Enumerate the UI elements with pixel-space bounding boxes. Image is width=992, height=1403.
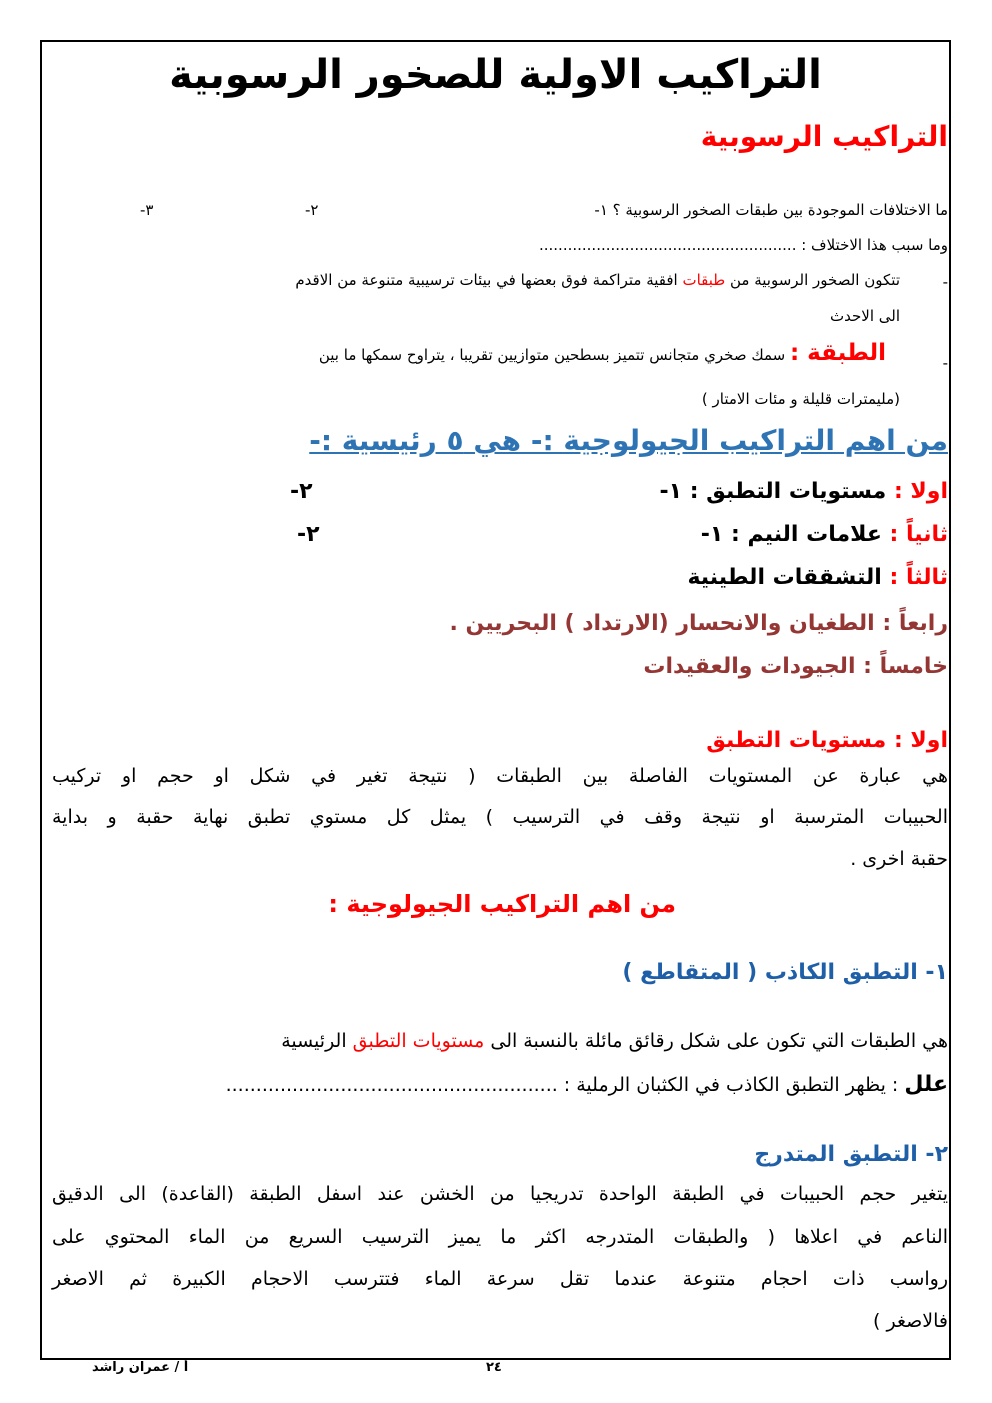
question-num-2: ٢-: [305, 201, 319, 219]
structure-item-4: رابعاً : الطغيان والانحسار (الارتداد ) البحريين .: [449, 611, 948, 636]
page-number: ٢٤: [486, 1360, 502, 1375]
bullet-2: -: [942, 354, 948, 372]
structure-item-1: اولا : مستويات التطبق : ١-: [659, 479, 948, 504]
structure-item-1-num2: ٢-: [290, 479, 313, 504]
structures-heading-2: من اهم التراكيب الجيولوجية :: [328, 890, 676, 918]
layer-definition-line2: (مليمترات قليلة و مئات الامتار ): [701, 390, 900, 408]
bedding-text-line3: حقبة اخرى .: [850, 848, 948, 870]
reason-label: علل: [904, 1072, 948, 1097]
layer-definition: الطبقة : سمك صخري متجانس تتميز بسطحين متوازيين تقريبا ، يتراوح سمكها ما بين: [318, 340, 886, 366]
graded-text-line2: الناعم في اعلاها ( والطبقات المتدرجه اكثر ما يميز الترسيب السريع من الماء المحتوي على: [52, 1226, 948, 1248]
structure-item-2-num2: ٢-: [297, 522, 320, 547]
structures-heading: من اهم التراكيب الجيولوجية :- هي ٥ رئيسية :-: [309, 424, 948, 457]
bedding-heading: اولا : مستويات التطبق: [706, 728, 948, 753]
structure-item-3: ثالثاً : التشققات الطينية: [687, 565, 948, 590]
structure-item-2: ثانياً : علامات النيم : ١-: [700, 522, 948, 547]
graded-text-line1: يتغير حجم الحبيبات في الطبقة الواحدة تدريجيا من الخشن عند اسفل الطبقة (القاعدة) الى الدقيق: [52, 1183, 948, 1205]
question-num-3: ٣-: [140, 201, 154, 219]
bedding-text-line2: الحبيبات المترسبة او نتيجة وقف في الترسيب ) يمثل كل مستوي تطبق نهاية حقبة و بداية: [52, 806, 948, 828]
cross-bedding-definition: هي الطبقات التي تكون على شكل رقائق مائلة بالنسبة الى مستويات التطبق الرئيسية: [281, 1030, 948, 1052]
bedding-text-line1: هي عبارة عن المستويات الفاصلة بين الطبقات ( نتيجة تغير في شكل او حجم او تركيب: [52, 765, 948, 787]
cross-bedding-heading: ١- التطبق الكاذب ( المتقاطع ): [622, 960, 948, 985]
page-title: التراكيب الاولية للصخور الرسوبية: [169, 52, 822, 98]
graded-text-line4: فالاصغر ): [873, 1310, 948, 1332]
graded-text-line3: رواسب ذات احجام متنوعة عندما تقل سرعة الماء فتترسب الاحجام الكبيرة ثم الاصغر: [52, 1268, 948, 1290]
graded-bedding-heading: ٢- التطبق المتدرج: [754, 1142, 948, 1167]
section-heading-sedimentary: التراكيب الرسوبية: [700, 120, 948, 153]
bullet-1: -: [942, 273, 948, 291]
layers-statement: تتكون الصخور الرسوبية من طبقات افقية متراكمة فوق بعضها في بيئات ترسيبية متنوعة من الاقدم: [295, 271, 900, 289]
question-differences: ما الاختلافات الموجودة بين طبقات الصخور الرسوبية ؟ ١-: [594, 201, 948, 219]
layers-statement-line2: الى الاحدث: [830, 307, 900, 325]
cross-bedding-reason: علل : يظهر التطبق الكاذب في الكثبان الرملية : .......................................................: [225, 1072, 948, 1097]
layer-term: الطبقة :: [789, 340, 886, 366]
question-reason: وما سبب هذا الاختلاف : ......................................................: [538, 236, 948, 254]
author-credit: أ / عمران راشد: [92, 1360, 189, 1375]
structure-item-5: خامساً : الجيودات والعقيدات: [643, 654, 948, 679]
